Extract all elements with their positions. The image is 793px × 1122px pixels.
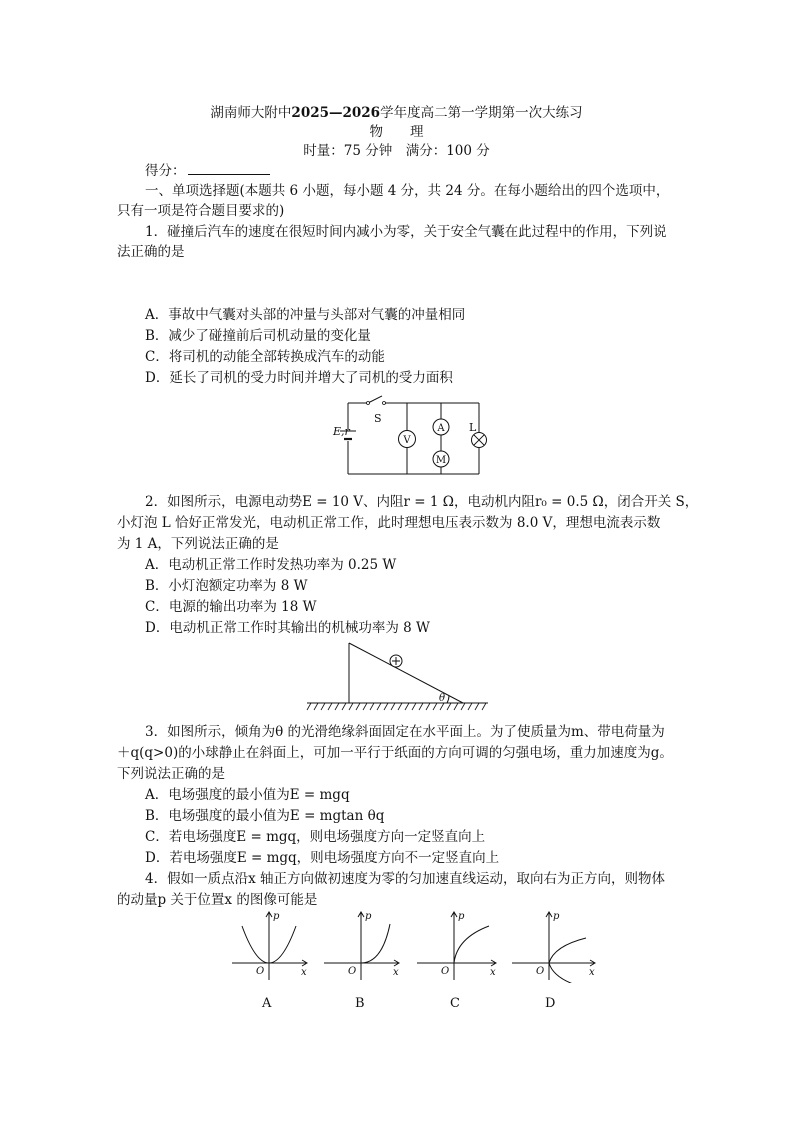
exam-time-info: 时量：75 分钟 满分：100 分	[303, 143, 490, 159]
svg-text:M: M	[435, 455, 447, 466]
svg-text:p: p	[365, 911, 372, 922]
q2-stem-line3: 为 1 A，下列说法正确的是	[117, 536, 279, 552]
q1-stem-line2: 法正确的是	[117, 244, 185, 260]
q1-stem-line1: 1．碰撞后汽车的速度在很短时间内减小为零，关于安全气囊在此过程中的作用，下列说	[145, 224, 667, 240]
q3-stem-line2: ＋q(q>0)的小球静止在斜面上，可加一平行于纸面的方向可调的匀强电场，重力加速度为g。	[117, 745, 673, 761]
graph-b	[322, 908, 402, 983]
lamp-label: L	[469, 421, 477, 434]
section1-instructions-line1: 一、单项选择题(本题共 6 小题，每小题 4 分，共 24 分。在每小题给出的四个选项中，	[145, 183, 670, 199]
subject-title: 物 理	[369, 124, 424, 140]
graph-c-curve	[454, 926, 489, 963]
svg-text:p: p	[273, 911, 280, 922]
ground-hatching	[307, 703, 486, 710]
charged-ball-icon	[390, 655, 402, 667]
svg-text:O: O	[256, 966, 265, 977]
svg-text:V: V	[403, 435, 411, 446]
svg-text:A: A	[437, 423, 445, 434]
switch-contact-left	[367, 402, 370, 405]
ammeter-icon	[433, 419, 449, 435]
q1-option-b: B．减少了碰撞前后司机动量的变化量	[145, 328, 371, 344]
q3-option-d: D．若电场强度E = mgq，则电场强度方向不一定竖直向上	[145, 850, 500, 866]
q4-stem-line2: 的动量p 关于位置x 的图像可能是	[117, 892, 318, 908]
q1-option-a: A．事故中气囊对头部的冲量与头部对气囊的冲量相同	[145, 307, 466, 323]
graph-c	[415, 908, 500, 983]
q2-option-d: D．电动机正常工作时其输出的机械功率为 8 W	[145, 620, 430, 636]
switch-label: S	[374, 412, 382, 425]
section1-instructions-line2: 只有一项是符合题目要求的)	[117, 203, 285, 219]
score-field: 得分：	[145, 161, 270, 180]
svg-text:O: O	[348, 966, 357, 977]
voltmeter-icon	[399, 431, 416, 448]
svg-text:x: x	[301, 967, 307, 978]
motor-icon	[433, 451, 449, 467]
source-label: E,r	[333, 425, 350, 438]
q3-option-a: A．电场强度的最小值为E = mgq	[145, 787, 350, 803]
graph-d-curve	[549, 938, 586, 983]
q2-option-c: C．电源的输出功率为 18 W	[145, 599, 317, 615]
svg-text:O: O	[441, 966, 450, 977]
q2-option-b: B．小灯泡额定功率为 8 W	[145, 578, 308, 594]
graph-d	[510, 908, 600, 983]
q3-stem-line1: 3．如图所示，倾角为θ 的光滑绝缘斜面固定在水平面上。为了使质量为m、带电荷量为	[145, 724, 665, 740]
q2-stem-line1: 2．如图所示，电源电动势E = 10 V、内阻r = 1 Ω，电动机内阻r₀ = 0.5 Ω，闭合开关 S，	[145, 494, 699, 510]
graph-d-label: D	[545, 996, 556, 1011]
q1-option-d: D．延长了司机的受力时间并增大了司机的受力面积	[145, 370, 453, 386]
q3-option-b: B．电场强度的最小值为E = mgtan θq	[145, 808, 385, 824]
q3-option-c: C．若电场强度E = mgq，则电场强度方向一定竖直向上	[145, 829, 486, 845]
graph-a	[230, 908, 310, 983]
switch-contact-right	[383, 402, 386, 405]
svg-text:x: x	[490, 967, 496, 978]
exam-title: 湖南师大附中2025—2026学年度高二第一学期第一次大练习	[210, 105, 583, 121]
angle-label: θ	[439, 693, 446, 704]
svg-text:p: p	[553, 911, 560, 922]
incline-diagram	[305, 640, 490, 715]
graph-a-label: A	[262, 996, 272, 1011]
q3-stem-line3: 下列说法正确的是	[117, 766, 225, 782]
svg-text:p: p	[458, 911, 465, 922]
circuit-diagram	[325, 390, 500, 490]
q2-option-a: A．电动机正常工作时发热功率为 0.25 W	[145, 557, 397, 573]
lamp-icon	[472, 433, 487, 448]
graph-c-label: C	[450, 996, 460, 1011]
q4-stem-line1: 4．假如一质点沿x 轴正方向做初速度为零的匀加速直线运动，取向右为正方向，则物体	[145, 871, 665, 887]
graph-b-curve	[361, 924, 390, 963]
q2-stem-line2: 小灯泡 L 恰好正常发光，电动机正常工作，此时理想电压表示数为 8.0 V，理想电流表示数	[117, 515, 661, 531]
q1-option-c: C．将司机的动能全部转换成汽车的动能	[145, 349, 385, 365]
svg-text:x: x	[393, 967, 399, 978]
svg-text:O: O	[536, 966, 545, 977]
graph-b-label: B	[355, 996, 365, 1011]
svg-text:x: x	[589, 967, 595, 978]
